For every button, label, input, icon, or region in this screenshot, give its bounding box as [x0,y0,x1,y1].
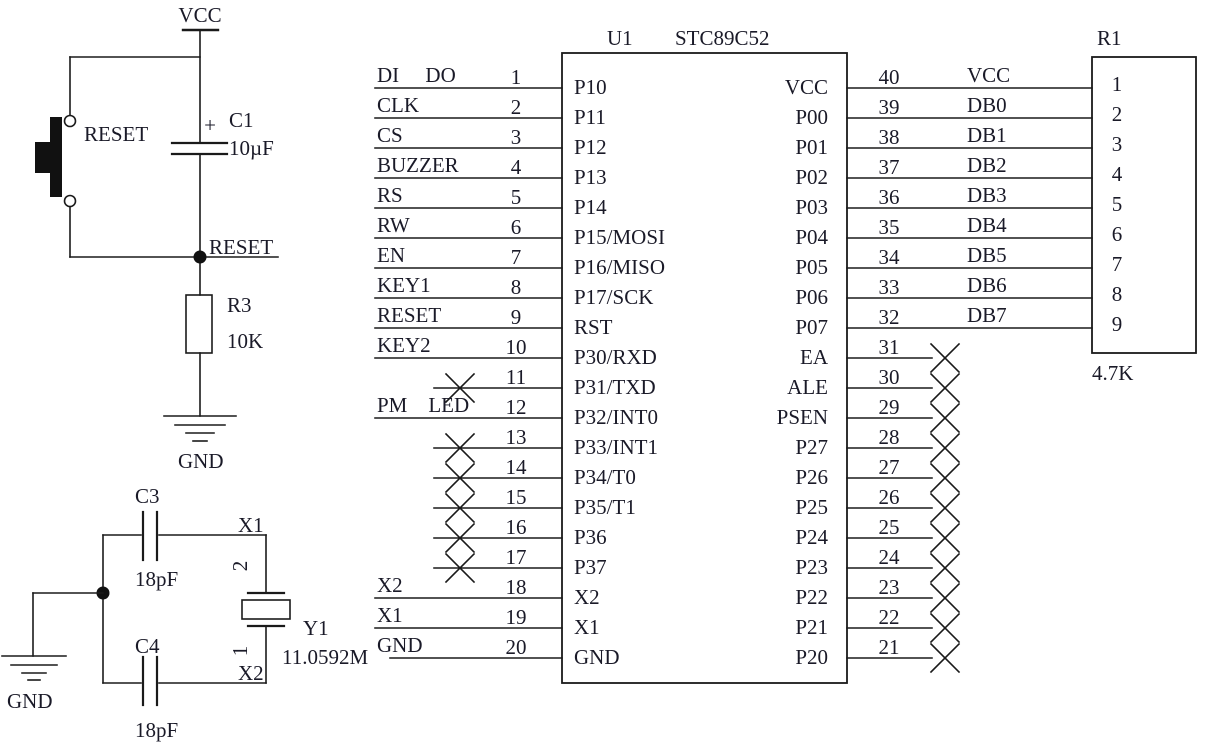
ic-pin-name-left: P34/T0 [574,465,636,489]
pin-number-right: 34 [878,245,900,269]
pin-number-right: 26 [878,485,900,509]
ic-pin-name-right: EA [800,345,828,369]
r1-pin-number: 5 [1111,192,1123,216]
pin-number-left: 7 [510,245,522,269]
pin-number-left: 12 [505,395,527,419]
ic-pin-name-right: P22 [795,585,828,609]
pin-number-right: 39 [878,95,900,119]
ic-pin-name-left: P11 [574,105,606,129]
ic-pin-name-right: P21 [795,615,828,639]
ic-part-label: STC89C52 [675,26,770,50]
ic-ref-label: U1 [607,26,633,50]
pin-number-right: 35 [878,215,900,239]
net-label-left: X1 [377,603,403,627]
ic-pin-name-left: P12 [574,135,607,159]
r3-value-label: 10K [227,329,264,353]
ic-pin-name-right: P24 [795,525,828,549]
c1-value-label: 10µF [229,136,274,160]
ic-pin-name-right: P20 [795,645,828,669]
ic-pin-name-right: VCC [784,75,828,99]
pin-number-right: 32 [878,305,900,329]
c1-ref-label: C1 [229,108,254,132]
x1-net-label: X1 [238,513,264,537]
pin-number-right: 38 [878,125,900,149]
net-label-left: EN [377,243,405,267]
ic-pin-name-right: P02 [795,165,828,189]
ic-pin-name-right: P05 [795,255,828,279]
pin-number-right: 29 [878,395,900,419]
net-label-right: DB3 [967,183,1007,207]
r1-pin-number: 3 [1111,132,1123,156]
pin-number-left: 13 [505,425,527,449]
gnd-label-r3: GND [178,449,224,473]
ic-pin-name-left: P36 [574,525,607,549]
r1-pin-number: 6 [1111,222,1123,246]
ic-pin-name-right: P26 [795,465,828,489]
y1-value-label: 11.0592M [282,645,369,669]
pin-number-left: 11 [505,365,527,389]
pin-number-left: 2 [510,95,522,119]
net-label-left: KEY1 [377,273,431,297]
r1-pin-number: 2 [1111,102,1123,126]
net-label-left: RW [377,213,410,237]
reset-net-label: RESET [209,235,274,259]
pin-number-right: 40 [878,65,900,89]
r1-pin-number: 1 [1111,72,1123,96]
net-label-left: X2 [377,573,403,597]
net-label-right: DB2 [967,153,1007,177]
y1-ref-label: Y1 [303,616,329,640]
pin-number-right: 27 [878,455,900,479]
pin-number-right: 30 [878,365,900,389]
net-label-left: CLK [377,93,419,117]
pin-number-right: 22 [878,605,900,629]
ic-pin-name-right: P27 [795,435,828,459]
ic-pin-name-left: P31/TXD [574,375,656,399]
net-label-right: DB7 [967,303,1007,327]
vcc-net-label: VCC [178,3,222,27]
pin-number-right: 28 [878,425,900,449]
button-terminal-top [65,116,76,127]
r1-ref-label: R1 [1097,26,1122,50]
pin-number-left: 17 [505,545,527,569]
pin-number-right: 37 [878,155,900,179]
ic-pin-name-left: P16/MISO [574,255,666,279]
pin-number-right: 24 [878,545,900,569]
c1-polarity-plus: + [204,113,216,137]
resistor-r3-body [186,295,212,353]
pin-number-left: 14 [505,455,527,479]
pin-number-left: 9 [510,305,522,329]
crystal-pin1-number: 1 [228,645,252,657]
ic-pin-name-left: X1 [574,615,600,639]
net-label-right: DB1 [967,123,1007,147]
net-label-left: CS [377,123,403,147]
pin-number-left: 19 [505,605,527,629]
net-label-left: BUZZER [377,153,459,177]
ic-pin-name-right: P23 [795,555,828,579]
ic-pin-name-left: P35/T1 [574,495,636,519]
pin-number-left: 4 [510,155,522,179]
c4-ref-label: C4 [135,634,160,658]
ic-pin-name-left: P37 [574,555,607,579]
ic-pin-name-left: P13 [574,165,607,189]
ic-pin-name-left: P14 [574,195,607,219]
pin-number-left: 15 [505,485,527,509]
x2-net-label: X2 [238,661,264,685]
ic-pin-name-right: P25 [795,495,828,519]
r1-pin-number: 4 [1111,162,1123,186]
r1-pin-number: 9 [1111,312,1123,336]
crystal-y1-body [242,600,290,619]
ic-pin-name-left: X2 [574,585,600,609]
ic-pin-name-left: RST [574,315,613,339]
r3-ref-label: R3 [227,293,252,317]
ic-pin-name-left: P30/RXD [574,345,657,369]
pin-number-left: 8 [510,275,522,299]
pin-number-left: 10 [505,335,527,359]
ic-pin-name-right: P01 [795,135,828,159]
button-terminal-bottom [65,196,76,207]
pin-number-right: 36 [878,185,900,209]
net-label-right: DB4 [967,213,1007,237]
pin-number-left: 5 [510,185,522,209]
ic-pin-name-left: P33/INT1 [574,435,658,459]
r1-value-label: 4.7K [1092,361,1134,385]
c4-value-label: 18pF [135,718,179,742]
net-label-left: PM LED [377,393,470,417]
ic-pin-name-right: P03 [795,195,828,219]
pin-number-left: 1 [510,65,522,89]
pin-number-left: 3 [510,125,522,149]
pin-number-right: 25 [878,515,900,539]
net-label-right: DB5 [967,243,1007,267]
reset-button-label: RESET [84,122,149,146]
net-label-left: GND [377,633,423,657]
net-label-right: DB0 [967,93,1007,117]
ic-pin-name-left: P15/MOSI [574,225,666,249]
pin-number-left: 6 [510,215,522,239]
net-label-left: RESET [377,303,442,327]
crystal-pin2-number: 2 [228,560,252,572]
r1-body [1092,57,1196,353]
pin-number-right: 33 [878,275,900,299]
reset-button-plunger[interactable] [35,142,50,173]
net-label-right: VCC [967,63,1011,87]
pin-number-left: 18 [505,575,527,599]
junction-dot-reset [194,251,207,264]
ic-pin-name-left: GND [574,645,620,669]
pin-number-right: 31 [878,335,900,359]
ic-pin-name-right: ALE [787,375,828,399]
ic-pin-name-right: PSEN [776,405,828,429]
ic-pin-name-left: P10 [574,75,607,99]
ic-pin-name-left: P17/SCK [574,285,654,309]
pin-number-left: 20 [505,635,527,659]
gnd-label-osc: GND [7,689,53,713]
c3-ref-label: C3 [135,484,160,508]
ic-pin-name-left: P32/INT0 [574,405,658,429]
pin-number-right: 21 [878,635,900,659]
ic-pin-name-right: P00 [795,105,828,129]
pin-number-left: 16 [505,515,527,539]
net-label-left: DI DO [377,63,456,87]
c3-value-label: 18pF [135,567,179,591]
pin-number-right: 23 [878,575,900,599]
r1-pin-number: 7 [1111,252,1123,276]
net-label-left: RS [377,183,403,207]
reset-button-body[interactable] [50,117,62,197]
ic-pin-name-right: P06 [795,285,828,309]
net-label-left: KEY2 [377,333,431,357]
net-label-right: DB6 [967,273,1007,297]
ic-pin-name-right: P07 [795,315,828,339]
ic-pin-name-right: P04 [795,225,828,249]
r1-pin-number: 8 [1111,282,1123,306]
